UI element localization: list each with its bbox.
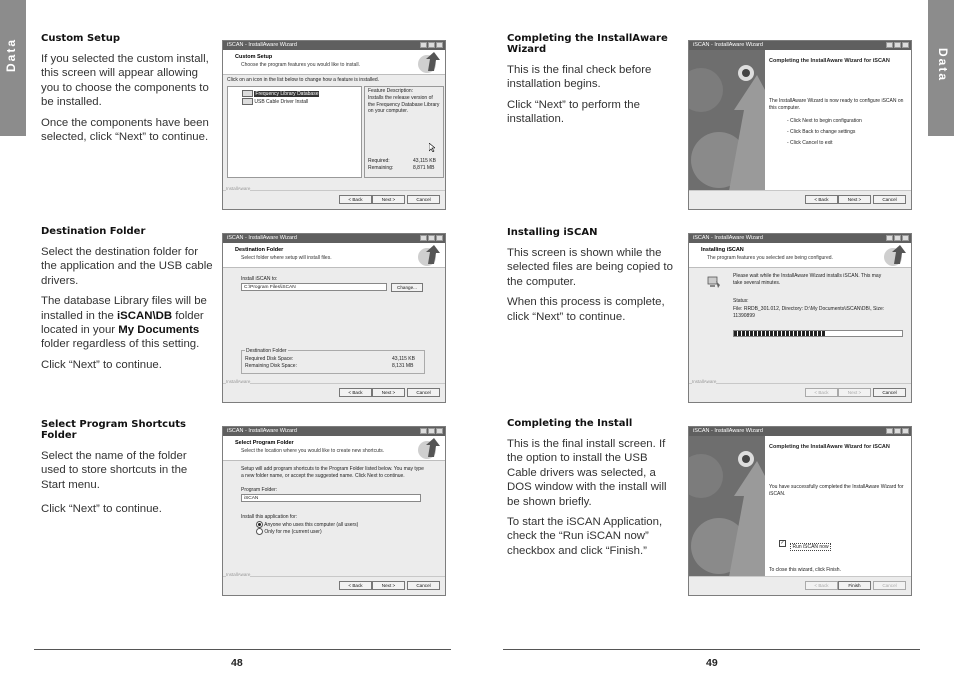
finish-button[interactable]: Finish: [838, 581, 871, 590]
text-bold: iSCAN\DB: [117, 309, 173, 322]
message: Please wait while the InstallAware Wizard installs iSCAN. This may take several minutes.: [733, 273, 882, 286]
radio-current-user[interactable]: [256, 528, 322, 535]
title-bar: [223, 234, 445, 243]
instruction-item: - Click Cancel to exit: [787, 140, 833, 146]
feature-tree[interactable]: [227, 86, 362, 178]
remaining-value: 8,871 MB: [413, 165, 435, 171]
text: folder regardless of this setting.: [41, 338, 200, 351]
drive-icon[interactable]: [242, 90, 253, 97]
radio-icon[interactable]: [256, 528, 263, 535]
header-title: Custom Setup: [235, 54, 273, 60]
remaining-value: 8,131 MB: [392, 363, 414, 369]
radio-icon[interactable]: [256, 521, 263, 528]
title-bar: [223, 427, 445, 436]
message: The InstallAware Wizard is now ready to configure iSCAN on this computer.: [769, 98, 904, 111]
window-title: iSCAN - InstallAware Wizard: [693, 42, 763, 48]
close-icon[interactable]: [902, 235, 909, 241]
close-instruction: To close this wizard, click Finish.: [769, 567, 841, 573]
wizard-completing-install: [688, 426, 912, 596]
change-button[interactable]: Change...: [391, 283, 423, 292]
tab-label: Data: [4, 37, 18, 72]
maximize-icon[interactable]: [428, 235, 435, 241]
wizard-header: [223, 243, 445, 268]
heading: Completing the InstallAware Wizard for iSCAN: [769, 444, 890, 450]
section-tab-left: [0, 0, 26, 136]
section-destination-folder: [41, 226, 213, 378]
paragraph: When this process is complete, click “Next” to continue.: [507, 296, 665, 323]
wizard-footer: [689, 576, 911, 595]
field-label: Program Folder:: [241, 487, 278, 493]
header-subtitle: The program features you selected are being configured.: [707, 255, 833, 261]
wizard-body: [223, 461, 445, 579]
required-label: Required Disk Space:: [245, 356, 294, 362]
next-button[interactable]: Next >: [372, 388, 405, 397]
page-number-left: 48: [231, 657, 243, 669]
required-value: 43,115 KB: [413, 158, 436, 164]
section-completing-wizard: [507, 33, 679, 133]
section-title: Destination Folder: [41, 226, 146, 237]
paragraph: Select the destination folder for the application and the USB cable drivers.: [41, 246, 213, 287]
group-title: Destination Folder: [246, 348, 287, 354]
minimize-icon[interactable]: [886, 428, 893, 434]
back-button[interactable]: < Back: [805, 388, 838, 397]
wizard-side-graphic: [689, 50, 765, 191]
page-number-right: 49: [706, 657, 718, 669]
cancel-button[interactable]: Cancel: [873, 388, 906, 397]
wizard-program-folder: [222, 426, 446, 596]
window-title: iSCAN - InstallAware Wizard: [227, 428, 297, 434]
maximize-icon[interactable]: [894, 235, 901, 241]
wizard-footer: [223, 379, 445, 402]
wizard-body: [223, 268, 445, 386]
back-button[interactable]: < Back: [805, 581, 838, 590]
paragraph: Click “Next” to continue.: [41, 503, 162, 516]
installaware-logo-icon: [416, 244, 442, 266]
installaware-banner-icon: [689, 50, 765, 191]
status-label: Status:: [733, 298, 749, 304]
installaware-logo-icon: [416, 437, 442, 459]
text: The database Library files will be installed in the: [41, 295, 207, 322]
window-title: iSCAN - InstallAware Wizard: [227, 42, 297, 48]
section-title: Completing the Install: [507, 418, 633, 429]
window-title: iSCAN - InstallAware Wizard: [227, 235, 297, 241]
minimize-icon[interactable]: [886, 235, 893, 241]
wizard-destination-folder: [222, 233, 446, 403]
header-title: Select Program Folder: [235, 440, 294, 446]
wizard-installing: [688, 233, 912, 403]
installaware-banner-icon: [689, 436, 765, 577]
wizard-footer: [223, 572, 445, 595]
cancel-button[interactable]: Cancel: [407, 388, 440, 397]
radio-label: Anyone who uses this computer (all users): [264, 521, 359, 528]
window-title: iSCAN - InstallAware Wizard: [693, 428, 763, 434]
brand-label: InstallAware: [692, 379, 717, 384]
wizard-footer: [689, 379, 911, 402]
feature-item[interactable]: [242, 90, 319, 97]
radio-label: Only for me (current user): [264, 528, 322, 535]
cancel-button[interactable]: Cancel: [407, 581, 440, 590]
field-label: Install this application for:: [241, 514, 298, 520]
description-title: Feature Description:: [368, 88, 414, 94]
wizard-content: [765, 436, 911, 577]
paragraph: This screen is shown while the selected files are being copied to the computer.: [507, 247, 673, 288]
install-computer-icon: [707, 275, 721, 289]
brand-label: InstallAware: [226, 572, 251, 577]
install-path-input[interactable]: C:\Program Files\iSCAN: [241, 283, 387, 291]
back-button[interactable]: < Back: [339, 581, 372, 590]
section-completing-install: [507, 418, 679, 564]
back-button[interactable]: < Back: [805, 195, 838, 204]
radio-all-users[interactable]: [256, 521, 358, 528]
minimize-icon[interactable]: [420, 428, 427, 434]
paragraph: To start the iSCAN Application, check the “Run iSCAN now” checkbox and click “Finish.”: [507, 516, 663, 557]
section-program-shortcuts: [41, 419, 213, 523]
section-title: Installing iSCAN: [507, 227, 598, 238]
tab-label: Data: [936, 48, 950, 83]
required-label: Required:: [368, 158, 390, 164]
cancel-button[interactable]: Cancel: [873, 581, 906, 590]
feature-label: USB Cable Driver Install: [254, 98, 309, 105]
installaware-logo-icon: [416, 51, 442, 73]
section-custom-setup: [41, 33, 213, 150]
next-button[interactable]: Next >: [372, 581, 405, 590]
back-button[interactable]: < Back: [339, 388, 372, 397]
title-bar: [223, 41, 445, 50]
feature-label: Frequency Library Database: [255, 90, 319, 97]
section-tab-right: [928, 0, 954, 136]
close-icon[interactable]: [436, 42, 443, 48]
header-subtitle: Choose the program features you would like to install.: [241, 62, 360, 68]
paragraph: This is the final install screen. If the option to install the USB Cable drivers was selected, a DOS window with the install will be shown briefly.: [507, 438, 667, 508]
close-icon[interactable]: [902, 42, 909, 48]
minimize-icon[interactable]: [420, 42, 427, 48]
wizard-content: [765, 50, 911, 191]
instruction-item: - Click Back to change settings: [787, 129, 856, 135]
paragraph: Click “Next” to continue.: [41, 358, 162, 371]
header-title: Installing iSCAN: [701, 247, 744, 253]
section-title: Completing the InstallAware Wizard: [507, 33, 668, 55]
status-text: File: RRDB_301.012, Directory: D:\My Documents\iSCAN\DB\, Size: 11390899: [733, 306, 885, 319]
instruction-item: - Click Next to begin configuration: [787, 118, 862, 124]
wizard-footer: [689, 190, 911, 209]
installaware-logo-icon: [882, 244, 908, 266]
header-title: Destination Folder: [235, 247, 284, 253]
close-icon[interactable]: [902, 428, 909, 434]
text-bold: My Documents: [118, 324, 200, 337]
title-bar: [689, 41, 911, 50]
cancel-button[interactable]: Cancel: [407, 195, 440, 204]
hint-text: Click on an icon in the list below to change how a feature is installed.: [227, 77, 380, 83]
paragraph: Click “Next” to perform the installation.: [507, 98, 640, 126]
maximize-icon[interactable]: [894, 42, 901, 48]
field-label: Install iSCAN to:: [241, 276, 278, 282]
disk-space-group: [241, 350, 425, 374]
window-title: iSCAN - InstallAware Wizard: [693, 235, 763, 241]
title-bar: [689, 427, 911, 436]
wizard-header: [689, 243, 911, 268]
paragraph: This is the final check before installation begins.: [507, 64, 652, 91]
progress-bar: [733, 330, 903, 337]
info-text: Setup will add program shortcuts to the Program Folder listed below. You may type a new folder name, or accept the suggested name. Click Next to continue.: [241, 466, 424, 479]
cursor-icon: [429, 143, 435, 152]
title-bar: [689, 234, 911, 243]
paragraph: [41, 294, 213, 352]
back-button[interactable]: < Back: [339, 195, 372, 204]
maximize-icon[interactable]: [428, 428, 435, 434]
footer-rule-left: [34, 649, 451, 650]
section-title: Select Program Shortcuts Folder: [41, 419, 186, 441]
wizard-header: [223, 436, 445, 461]
run-iscan-checkbox[interactable]: [779, 535, 831, 553]
wizard-header: [223, 50, 445, 75]
paragraph: Once the components have been selected, click “Next” to continue.: [41, 116, 209, 144]
checkbox-checked-icon[interactable]: ✓: [780, 540, 785, 547]
next-button[interactable]: Next >: [372, 195, 405, 204]
paragraph: If you selected the custom install, this screen will appear allowing you to choose the components to be installed.: [41, 53, 209, 109]
header-subtitle: Select the location where you would like to create new shortcuts.: [241, 448, 385, 454]
wizard-footer: [223, 186, 445, 209]
remaining-label: Remaining:: [368, 165, 394, 171]
checkbox-label: Run iSCAN now: [792, 544, 829, 550]
section-installing: [507, 227, 679, 330]
maximize-icon[interactable]: [428, 42, 435, 48]
close-icon[interactable]: [436, 428, 443, 434]
progress-fill: [734, 331, 826, 336]
wizard-custom-setup: [222, 40, 446, 210]
maximize-icon[interactable]: [894, 428, 901, 434]
wizard-side-graphic: [689, 436, 765, 577]
text: folder located in your: [41, 309, 204, 337]
next-button[interactable]: Next >: [838, 195, 871, 204]
minimize-icon[interactable]: [886, 42, 893, 48]
header-subtitle: Select folder where setup will install files.: [241, 255, 332, 261]
remaining-label: Remaining Disk Space:: [245, 363, 297, 369]
brand-label: InstallAware: [226, 379, 251, 384]
required-value: 43,115 KB: [392, 356, 415, 362]
feature-item[interactable]: [242, 98, 308, 105]
footer-rule-right: [503, 649, 920, 650]
wizard-body: [689, 268, 911, 386]
message: You have successfully completed the InstallAware Wizard for iSCAN.: [769, 484, 904, 497]
wizard-completing-wizard: [688, 40, 912, 210]
heading: Completing the InstallAware Wizard for iSCAN: [769, 58, 890, 64]
brand-label: InstallAware: [226, 186, 251, 191]
drive-icon[interactable]: [242, 98, 253, 105]
description-text: Installs the release version of the Frequency Database Library on your computer.: [368, 95, 440, 114]
paragraph: Select the name of the folder used to store shortcuts in the Start menu.: [41, 450, 188, 491]
feature-description-box: [364, 86, 444, 178]
close-icon[interactable]: [436, 235, 443, 241]
cancel-button[interactable]: Cancel: [873, 195, 906, 204]
program-folder-input[interactable]: iSCAN: [241, 494, 421, 502]
next-button[interactable]: Next >: [838, 388, 871, 397]
section-title: Custom Setup: [41, 33, 121, 44]
wizard-body: [223, 75, 445, 193]
minimize-icon[interactable]: [420, 235, 427, 241]
